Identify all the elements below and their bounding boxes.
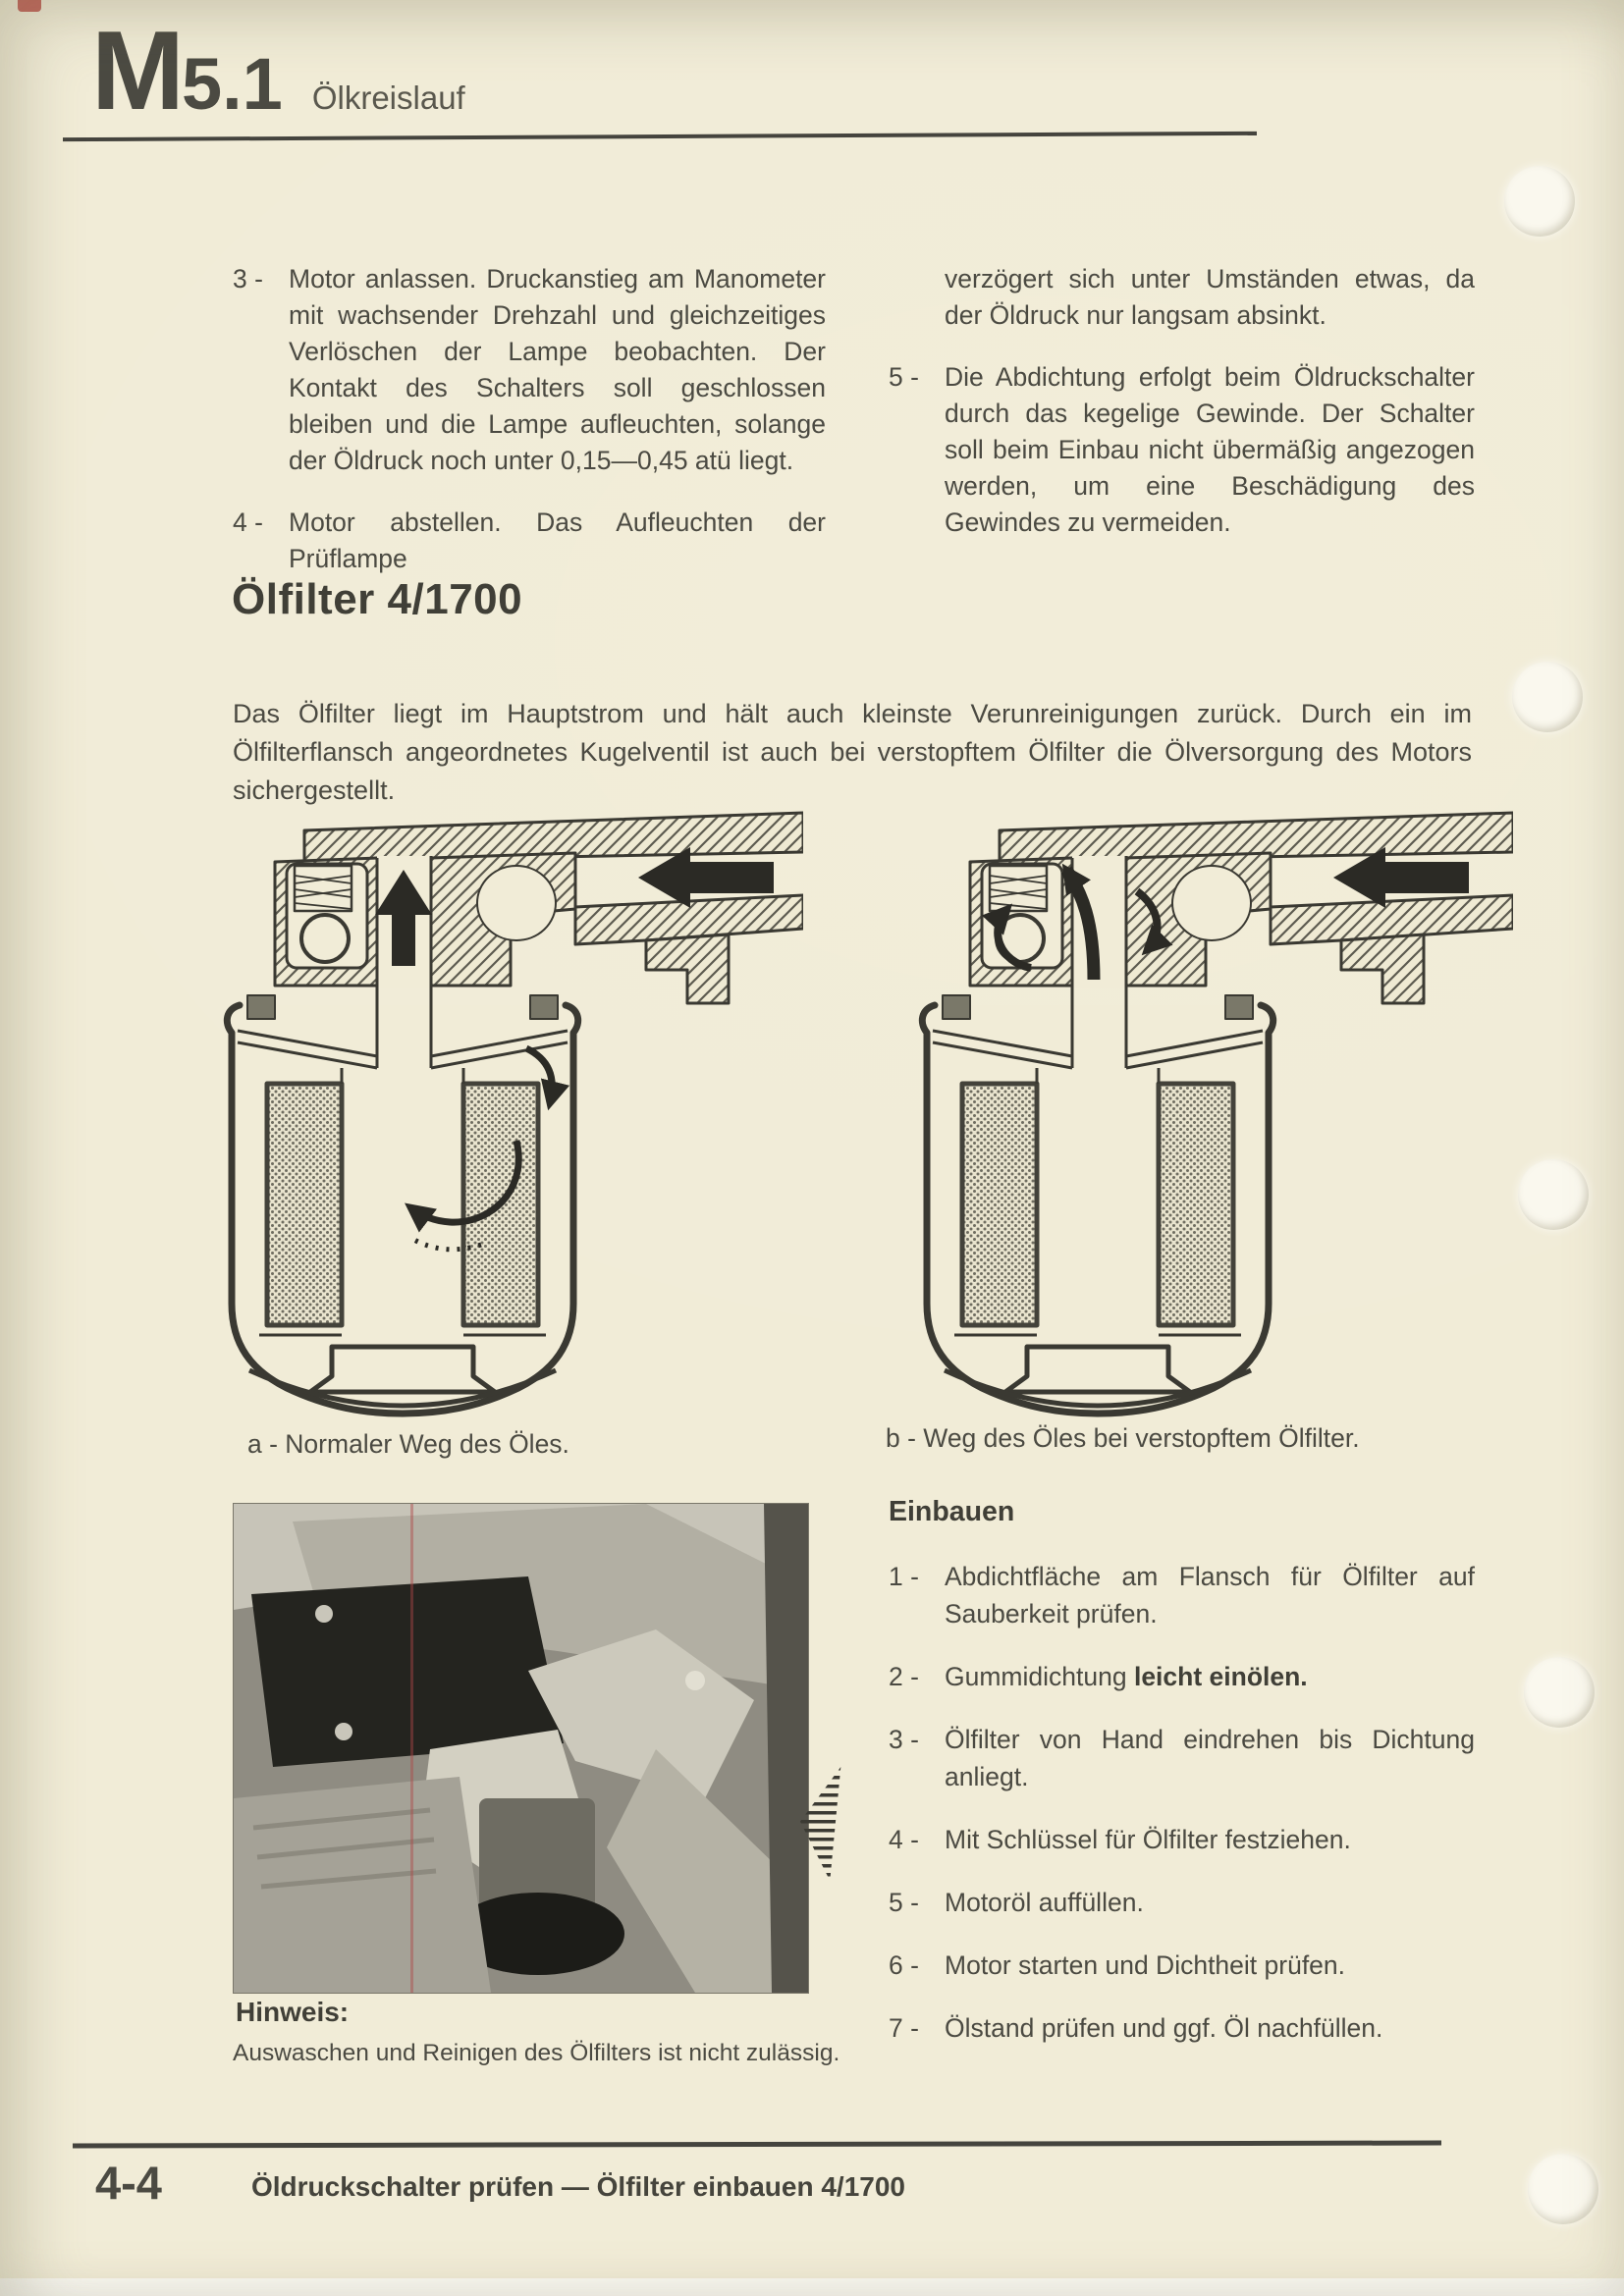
step-number: 1 - bbox=[889, 1562, 919, 1591]
step-text: Gummidichtung leicht einölen. bbox=[945, 1662, 1308, 1691]
procedure-column-right bbox=[889, 261, 1475, 566]
step-text: Motor starten und Dichtheit prüfen. bbox=[945, 1950, 1346, 1980]
step-number: 5 - bbox=[889, 362, 919, 392]
footer-title: Öldruckschalter prüfen — Ölfilter einbauen 4/1700 bbox=[251, 2171, 905, 2202]
chapter-code-letter: M bbox=[91, 9, 182, 133]
punch-hole bbox=[1518, 1159, 1589, 1230]
punch-hole bbox=[1512, 662, 1583, 732]
chapter-code-number: 5.1 bbox=[181, 43, 283, 125]
note-label: Hinweis: bbox=[236, 1997, 350, 2027]
step-text: Ölstand prüfen und ggf. Öl nachfüllen. bbox=[945, 2013, 1383, 2043]
scan-red-mark bbox=[18, 0, 41, 12]
step-number: 6 - bbox=[889, 1950, 919, 1980]
install-step-7 bbox=[889, 2009, 1475, 2047]
footer-page-number: 4-4 bbox=[95, 2157, 162, 2209]
step-number: 4 - bbox=[233, 507, 263, 537]
procedure-step-4 bbox=[233, 505, 826, 577]
step-number: 7 - bbox=[889, 2013, 919, 2043]
install-step-5 bbox=[889, 1884, 1475, 1921]
step-text-bold: leicht einölen. bbox=[1133, 1662, 1308, 1691]
punch-hole bbox=[1524, 1657, 1595, 1728]
section-intro-paragraph: Das Ölfilter liegt im Hauptstrom und hält auch kleinste Verunreinigungen zurück. Durch ein im Ölfilterflansch angeordnetes Kugelventil ist auch bei verstopftem Ölfilter die Ölversorgung des Motors sichergestellt. bbox=[233, 699, 1472, 805]
procedure-step-5 bbox=[889, 359, 1475, 541]
install-step-3 bbox=[889, 1721, 1475, 1795]
punch-hole bbox=[1528, 2154, 1598, 2224]
page-header bbox=[91, 9, 465, 133]
oil-filter-diagram-b bbox=[880, 801, 1513, 1434]
install-steps-column bbox=[889, 1496, 1475, 2072]
figure-caption-a: a - Normaler Weg des Öles. bbox=[247, 1429, 569, 1459]
step-text: Ölfilter von Hand eindrehen bis Dichtung anliegt. bbox=[945, 1725, 1475, 1791]
procedure-column-left bbox=[233, 261, 826, 603]
step-text: Motoröl auffüllen. bbox=[945, 1888, 1144, 1917]
step-number: 3 - bbox=[233, 264, 263, 294]
installation-photo bbox=[234, 1504, 808, 1993]
procedure-step-4-continuation bbox=[889, 261, 1475, 334]
install-step-2 bbox=[889, 1658, 1475, 1695]
procedure-step-3 bbox=[233, 261, 826, 479]
install-heading: Einbauen bbox=[889, 1496, 1015, 1527]
figure-caption-b: b - Weg des Öles bei verstopftem Ölfilter. bbox=[886, 1423, 1360, 1453]
step-text: Abdichtfläche am Flansch für Ölfilter auf Sauberkeit prüfen. bbox=[945, 1562, 1475, 1629]
step-text: Motor anlassen. Druckanstieg am Manometer mit wachsender Drehzahl und gleichzeitiges Verlöschen der Lampe beobachten. Der Kontakt des Schalters soll geschlossen bleiben und die Lampe aufleuchten, solange der Öldruck noch unter 0,15—0,45 atü liegt. bbox=[289, 264, 826, 475]
step-text: verzögert sich unter Umständen etwas, da der Öldruck nur langsam absinkt. bbox=[945, 264, 1475, 330]
header-rule bbox=[63, 132, 1257, 141]
oil-filter-diagram-a bbox=[185, 801, 803, 1434]
scan-bottom-edge bbox=[0, 2278, 1624, 2296]
install-step-1 bbox=[889, 1558, 1475, 1632]
step-text: Die Abdichtung erfolgt beim Öldruckschalter durch das kegelige Gewinde. Der Schalter soll beim Einbau nicht übermäßig angezogen werden, um eine Beschädigung des Gewindes zu vermeiden. bbox=[945, 362, 1475, 537]
installation-photo-art bbox=[234, 1504, 808, 1993]
punch-hole bbox=[1504, 166, 1575, 237]
install-step-4 bbox=[889, 1821, 1475, 1858]
note-text: Auswaschen und Reinigen des Ölfilters ist nicht zulässig. bbox=[233, 2040, 840, 2066]
step-text: Mit Schlüssel für Ölfilter festziehen. bbox=[945, 1825, 1351, 1854]
section-heading: Ölfilter 4/1700 bbox=[232, 575, 523, 623]
step-text: Motor abstellen. Das Aufleuchten der Prüflampe bbox=[289, 507, 826, 573]
step-number: 3 - bbox=[889, 1725, 919, 1754]
diagram-b-svg bbox=[880, 801, 1513, 1429]
step-number: 2 - bbox=[889, 1662, 919, 1691]
install-step-6 bbox=[889, 1947, 1475, 1984]
footer-rule bbox=[73, 2141, 1441, 2149]
step-number: 5 - bbox=[889, 1888, 919, 1917]
step-number: 4 - bbox=[889, 1825, 919, 1854]
chapter-title: Ölkreislauf bbox=[311, 80, 465, 116]
diagram-a-svg bbox=[185, 801, 803, 1429]
